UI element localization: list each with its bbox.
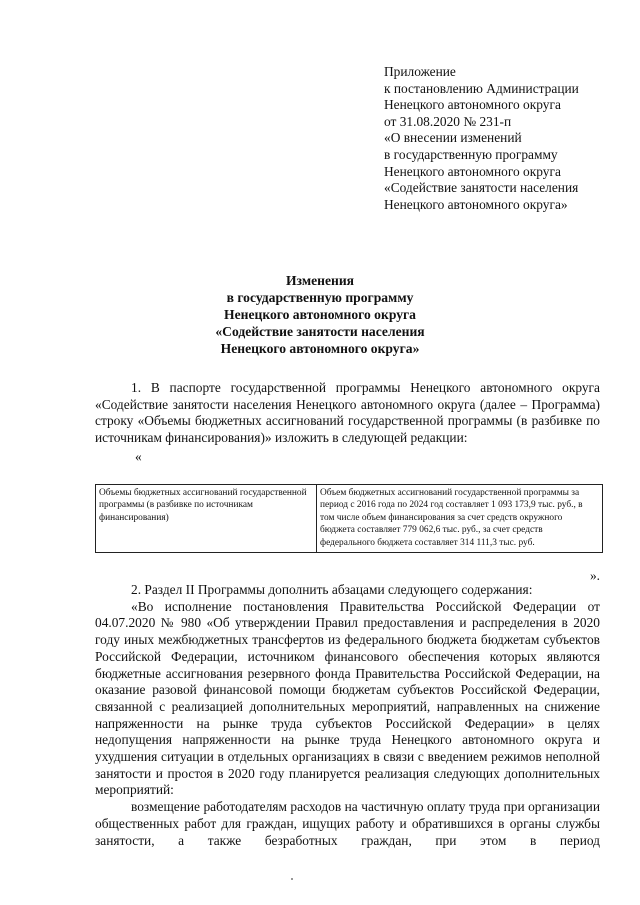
title-line: «Содействие занятости населения bbox=[215, 324, 425, 339]
budget-value-cell: Объем бюджетных ассигнований государственной программы за период с 2016 года по 2024 год составляет 1 093 173,9 тыс. руб., в том числе объем финансирования за счет средств окружного бюджета составляет 779 062,6 тыс. руб., за счет средств федерального бюджета составляет 314 111,3 тыс. руб. bbox=[317, 485, 603, 553]
item-2-intro: 2. Раздел II Программы дополнить абзацами следующего содержания: bbox=[131, 582, 533, 597]
quote-close-mark: ». bbox=[589, 568, 600, 583]
title-line: Изменения bbox=[285, 273, 355, 288]
item-2-block bbox=[95, 582, 600, 849]
title-line: Ненецкого автономного округа» bbox=[220, 341, 420, 356]
appendix-block bbox=[384, 64, 624, 213]
table-row bbox=[96, 485, 603, 553]
item-2-bullet-paragraph: возмещение работодателям расходов на частичную оплату труда при организации общественных работ для граждан, ищущих работу и обратившихся в органы службы занятости, а также безработных граждан, при этом в период bbox=[95, 799, 600, 848]
item-1-paragraph: 1. В паспорте государственной программы Ненецкого автономного округа «Содействие занятости населения Ненецкого автономного округа (далее – Программа) строку «Объемы бюджетных ассигнований государственной программы (в разбивке по источникам финансирования)» изложить в следующей редакции: bbox=[95, 380, 600, 446]
title-line: Ненецкого автономного округа bbox=[224, 307, 416, 322]
title-line: в государственную программу bbox=[226, 290, 414, 305]
appendix-line: «О внесении изменений bbox=[384, 130, 522, 146]
budget-label-cell: Объемы бюджетных ассигнований государственной программы (в разбивке по источникам финансирования) bbox=[96, 485, 317, 553]
appendix-line: от 31.08.2020 № 231-п bbox=[384, 113, 512, 129]
appendix-line: Приложение bbox=[384, 64, 456, 79]
item-1-block bbox=[95, 380, 600, 465]
appendix-line: «Содействие занятости населения bbox=[384, 180, 579, 196]
appendix-line: Ненецкого автономного округа bbox=[384, 97, 561, 113]
document-title bbox=[100, 272, 540, 357]
appendix-line: к постановлению Администрации bbox=[384, 80, 579, 96]
scan-speck bbox=[291, 878, 293, 880]
item-2-quote-paragraph: «Во исполнение постановления Правительства Российской Федерации от 04.07.2020 № 980 «Об утверждении Правил предоставления и распределения в 2020 году иных межбюджетных трансфертов из федерального бюджета бюджетам субъектов Российской Федерации, источником финансового обеспечения которых являются бюджетные ассигнования резервного фонда Правительства Российской Федерации, на оказание разовой финансовой помощи бюджетам субъектов Российской Федерации, связанной с реализацией дополнительных мероприятий, направленных на снижение напряженности на рынке труда субъектов Российской Федерации» в целях недопущения напряженности на рынке труда Ненецкого автономного округа и ухудшения ситуации в отдельных организациях в связи с введением режимов неполной занятости и простоя в 2020 году планируется реализация следующих дополнительных мероприятий: bbox=[95, 598, 600, 798]
quote-open-mark: « bbox=[135, 448, 142, 464]
appendix-line: Ненецкого автономного округа bbox=[384, 163, 561, 179]
appendix-line: в государственную программу bbox=[384, 146, 558, 162]
appendix-line: Ненецкого автономного округа» bbox=[384, 196, 568, 212]
budget-table bbox=[95, 484, 603, 553]
